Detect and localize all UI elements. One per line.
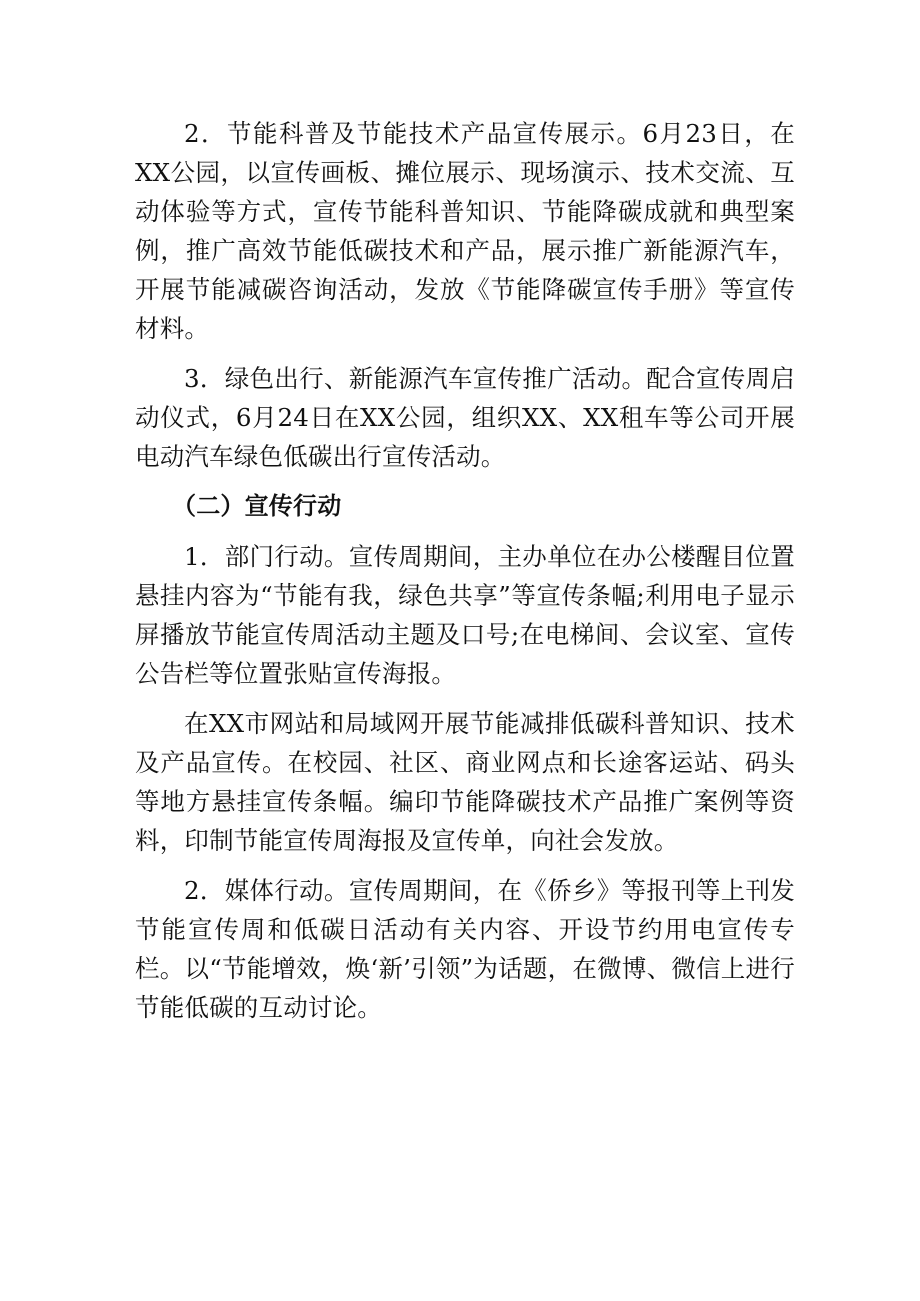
section-heading: （二）宣传行动 [172, 492, 342, 520]
document-body [135, 114, 795, 1038]
paragraph-item-2: 2．节能科普及节能技术产品宣传展示。6月23日，在XX公园，以宣传画板、摊位展示、现场演示、技术交流、互动体验等方式，宣传节能科普知识、节能降碳成就和典型案例，推广高效节能低碳技术和产品，展示推广新能源汽车，开展节能减碳咨询活动，发放《节能降碳宣传手册》等宣传材料。 [135, 119, 795, 343]
paragraph-website-promotion: 在XX市网站和局域网开展节能减排低碳科普知识、技术及产品宣传。在校园、社区、商业网点和长途客运站、码头等地方悬挂宣传条幅。编印节能降碳技术产品推广案例等资料，印制节能宣传周海报及宣传单，向社会发放。 [135, 709, 795, 855]
paragraph-department-action: 1．部门行动。宣传周期间，主办单位在办公楼醒目位置悬挂内容为“节能有我，绿色共享”等宣传条幅;利用电子显示屏播放节能宣传周活动主题及口号;在电梯间、会议室、宣传公告栏等位置张贴宣传海报。 [135, 542, 795, 688]
paragraph-media-action: 2．媒体行动。宣传周期间，在《侨乡》等报刊等上刊发节能宣传周和低碳日活动有关内容、开设节约用电宣传专栏。以“节能增效，焕‘新’引领”为话题，在微博、微信上进行节能低碳的互动讨论。 [135, 876, 795, 1022]
paragraph-item-3: 3．绿色出行、新能源汽车宣传推广活动。配合宣传周启动仪式，6月24日在XX公园，组织XX、XX租车等公司开展电动汽车绿色低碳出行宣传活动。 [135, 364, 795, 471]
